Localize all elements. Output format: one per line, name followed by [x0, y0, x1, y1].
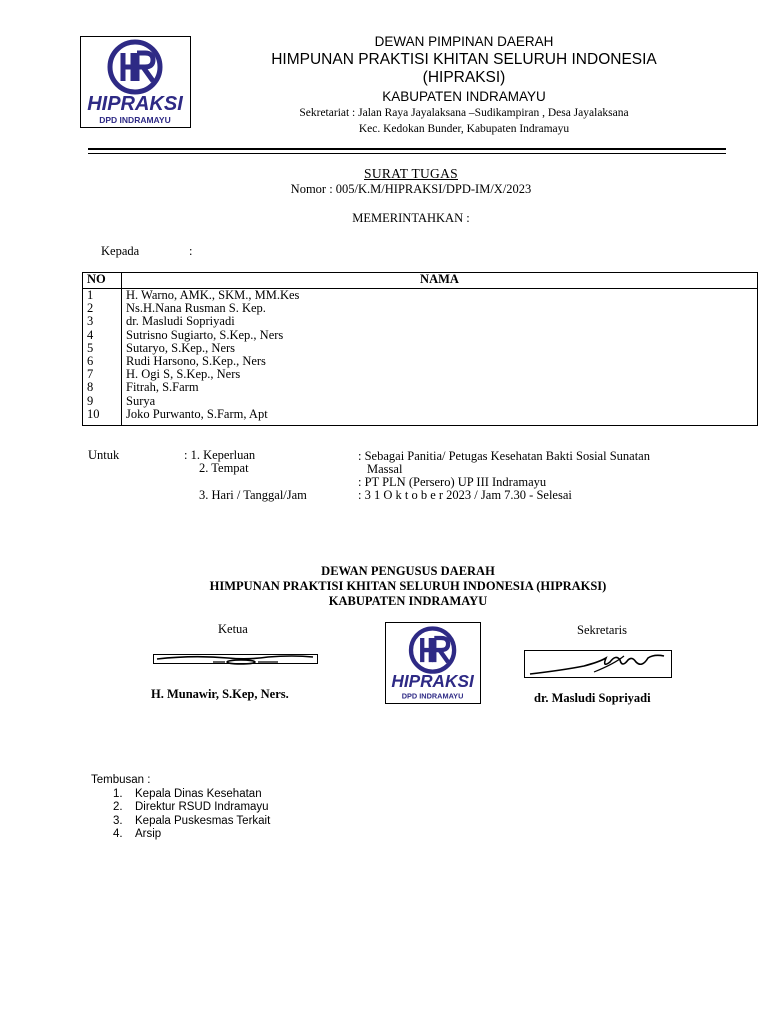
col-name-header: NAMA [122, 273, 758, 289]
stamp-sub-text: DPD INDRAMAYU [401, 691, 464, 701]
table-header-row [83, 273, 758, 289]
stamp-brand-text: HIPRAKSI [391, 671, 474, 692]
row-no: 3 [87, 314, 94, 329]
sig-org-line1: DEWAN PENGUSUS DAERAH [321, 564, 495, 578]
left-signature [153, 650, 318, 668]
purpose-item3-value: : 3 1 O k t o b e r 2023 / Jam 7.30 - Selesai [358, 488, 572, 502]
row-no: 2 [87, 301, 94, 316]
cc-item: 4. Arsip [113, 828, 162, 840]
row-name: Ns.H.Nana Rusman S. Kep. [126, 301, 266, 316]
cc-item: 3. Kepala Puskesmas Terkait [113, 814, 271, 827]
header-line3: (HIPRAKSI) [422, 69, 506, 86]
header-line2: HIMPUNAN PRAKTISI KHITAN SELURUH INDONESIA [271, 51, 657, 68]
signature-org [0, 564, 768, 609]
header-line4: KABUPATEN INDRAMAYU [382, 89, 546, 104]
purpose-item1-value-cont: Massal [367, 462, 403, 476]
number-column [83, 289, 122, 426]
address-line2: Kec. Kedokan Bunder, Kabupaten Indramayu [358, 123, 570, 135]
row-no: 6 [87, 353, 94, 368]
row-no: 1 [87, 288, 94, 302]
header-logo [80, 36, 191, 128]
sig-org-line3: KABUPATEN INDRAMAYU [328, 594, 488, 608]
logo-brand-text: HIPRAKSI [87, 93, 183, 115]
table-body-row [83, 289, 758, 426]
name-column [122, 289, 758, 426]
to-colon: : [189, 244, 193, 258]
letterhead [196, 33, 732, 106]
purpose-label: Untuk [88, 448, 120, 462]
right-role: Sekretaris [577, 623, 627, 637]
right-signature-stroke [524, 650, 672, 678]
cc-label: Tembusan : [91, 774, 151, 786]
row-no: 7 [87, 367, 94, 382]
row-name: H. Ogi S, S.Kep., Ners [126, 367, 241, 382]
cc-item: 2. Direktur RSUD Indramayu [113, 801, 269, 813]
right-name: dr. Masludi Sopriyadi [534, 691, 651, 705]
purpose-item1-value: : Sebagai Panitia/ Petugas Kesehatan Bakti Sosial Sunatan [358, 449, 650, 463]
to-label: Kepada [101, 244, 140, 258]
logo-sub-text: DPD INDRAMAYU [99, 115, 171, 125]
row-name: Joko Purwanto, S.Farm, Apt [126, 406, 268, 421]
purpose-item3-label: 3. Hari / Tanggal/Jam [199, 488, 307, 502]
cc-item: 1. Kepala Dinas Kesehatan [113, 787, 262, 800]
row-no: 9 [87, 393, 94, 408]
header-divider [88, 148, 726, 150]
header-divider-thin [88, 153, 726, 154]
purpose-item2-label: 2. Tempat [199, 461, 249, 475]
left-signature-stroke [153, 650, 318, 668]
stamp-logo-graphic [386, 623, 480, 703]
row-name: Sutaryo, S.Kep., Ners [126, 340, 236, 355]
purpose-item1-label: : 1. Keperluan [184, 448, 256, 462]
right-signature [524, 650, 672, 678]
letter-number: Nomor : 005/K.M/HIPRAKSI/DPD-IM/X/2023 [290, 182, 532, 196]
letterhead-address [196, 105, 732, 137]
left-role: Ketua [218, 622, 248, 636]
letter-title: SURAT TUGAS [364, 166, 458, 181]
purpose-item2-value: : PT PLN (Persero) UP III Indramayu [358, 475, 547, 489]
col-no-header: NO [83, 273, 122, 289]
row-name: dr. Masludi Sopriyadi [126, 314, 235, 329]
row-no: 4 [87, 327, 94, 342]
row-name: Sutrisno Sugiarto, S.Kep., Ners [126, 327, 284, 342]
row-name: Surya [126, 393, 156, 408]
row-name: Fitrah, S.Farm [126, 380, 199, 395]
row-no: 5 [87, 340, 94, 355]
address-line1: Sekretariat : Jalan Raya Jayalaksana –Sudikampiran , Desa Jayalaksana [299, 107, 629, 119]
row-name: H. Warno, AMK., SKM., MM.Kes [126, 288, 300, 302]
letter-command: MEMERINTAHKAN : [352, 211, 470, 225]
row-no: 8 [87, 380, 94, 395]
assignee-table [82, 272, 758, 426]
row-name: Rudi Harsono, S.Kep., Ners [126, 353, 266, 368]
row-no: 10 [87, 406, 100, 421]
cc-block [91, 774, 270, 842]
header-line1: DEWAN PIMPINAN DAERAH [374, 34, 554, 49]
stamp-logo [385, 622, 481, 704]
sig-org-line2: HIMPUNAN PRAKTISI KHITAN SELURUH INDONESIA (HIPRAKSI) [209, 579, 607, 593]
hipraksi-logo-graphic [81, 37, 190, 127]
left-name: H. Munawir, S.Kep, Ners. [151, 687, 289, 701]
